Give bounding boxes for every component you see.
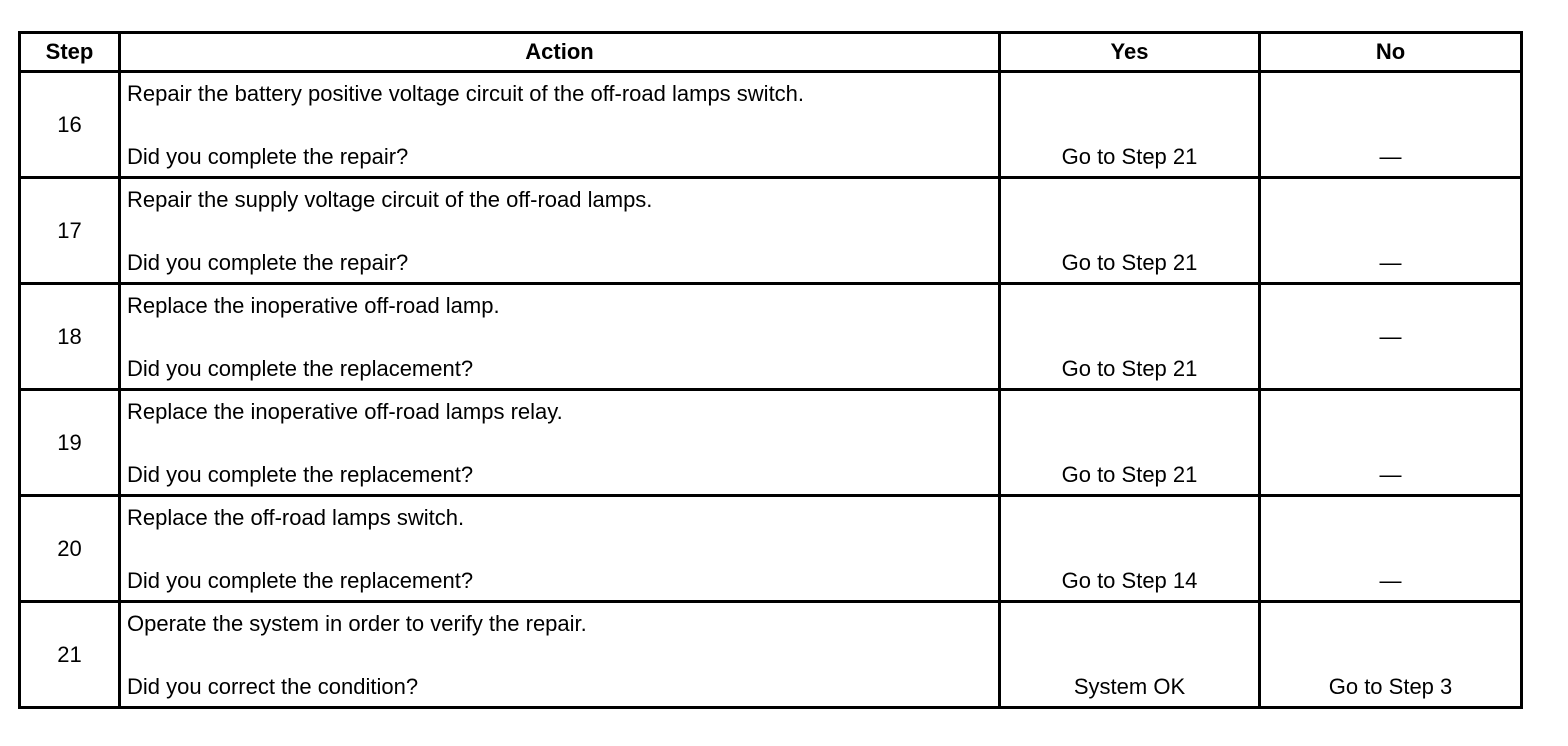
no-cell [1260, 284, 1522, 390]
yes-cell [1000, 284, 1260, 390]
header-yes: Yes [1000, 33, 1260, 72]
header-row [20, 33, 1522, 72]
action-cell [120, 284, 1000, 390]
diagnostic-table [18, 31, 1523, 709]
header-step: Step [20, 33, 120, 72]
action-question: Did you complete the replacement? [127, 356, 474, 381]
yes-result: Go to Step 21 [1061, 144, 1198, 169]
action-instruction: Repair the battery positive voltage circuit of the off-road lamps switch. [127, 81, 805, 106]
yes-cell [1000, 72, 1260, 178]
no-result: — [1379, 250, 1402, 275]
table-body [20, 72, 1522, 708]
table-row [20, 602, 1522, 708]
no-cell [1260, 390, 1522, 496]
action-question: Did you complete the repair? [127, 250, 409, 275]
action-question: Did you correct the condition? [127, 674, 419, 699]
no-cell [1260, 602, 1522, 708]
no-result: — [1379, 462, 1402, 487]
step-number: 19 [20, 390, 120, 496]
action-instruction: Replace the inoperative off-road lamps relay. [127, 399, 563, 424]
action-question: Did you complete the repair? [127, 144, 409, 169]
step-number: 21 [20, 602, 120, 708]
action-cell [120, 72, 1000, 178]
yes-cell [1000, 496, 1260, 602]
action-instruction: Replace the inoperative off-road lamp. [127, 293, 500, 318]
no-cell [1260, 72, 1522, 178]
header-action: Action [120, 33, 1000, 72]
step-number: 20 [20, 496, 120, 602]
step-number: 17 [20, 178, 120, 284]
action-instruction: Repair the supply voltage circuit of the off-road lamps. [127, 187, 653, 212]
yes-result: Go to Step 21 [1061, 356, 1198, 381]
no-result: — [1379, 323, 1402, 349]
step-number: 16 [20, 72, 120, 178]
action-cell [120, 390, 1000, 496]
no-result: Go to Step 3 [1328, 674, 1453, 699]
action-question: Did you complete the replacement? [127, 462, 474, 487]
table-row [20, 284, 1522, 390]
yes-cell [1000, 178, 1260, 284]
no-result: — [1379, 568, 1402, 593]
table-row [20, 496, 1522, 602]
yes-result: Go to Step 21 [1061, 250, 1198, 275]
step-number: 18 [20, 284, 120, 390]
no-cell [1260, 496, 1522, 602]
table-row [20, 72, 1522, 178]
table-row [20, 178, 1522, 284]
yes-result: Go to Step 14 [1061, 568, 1198, 593]
action-cell [120, 496, 1000, 602]
action-question: Did you complete the replacement? [127, 568, 474, 593]
action-instruction: Replace the off-road lamps switch. [127, 505, 465, 530]
yes-result: System OK [1073, 674, 1186, 699]
yes-cell [1000, 602, 1260, 708]
action-cell [120, 178, 1000, 284]
action-instruction: Operate the system in order to verify the repair. [127, 611, 587, 636]
yes-cell [1000, 390, 1260, 496]
table-row [20, 390, 1522, 496]
no-cell [1260, 178, 1522, 284]
no-result: — [1379, 144, 1402, 169]
yes-result: Go to Step 21 [1061, 462, 1198, 487]
header-no: No [1260, 33, 1522, 72]
action-cell [120, 602, 1000, 708]
